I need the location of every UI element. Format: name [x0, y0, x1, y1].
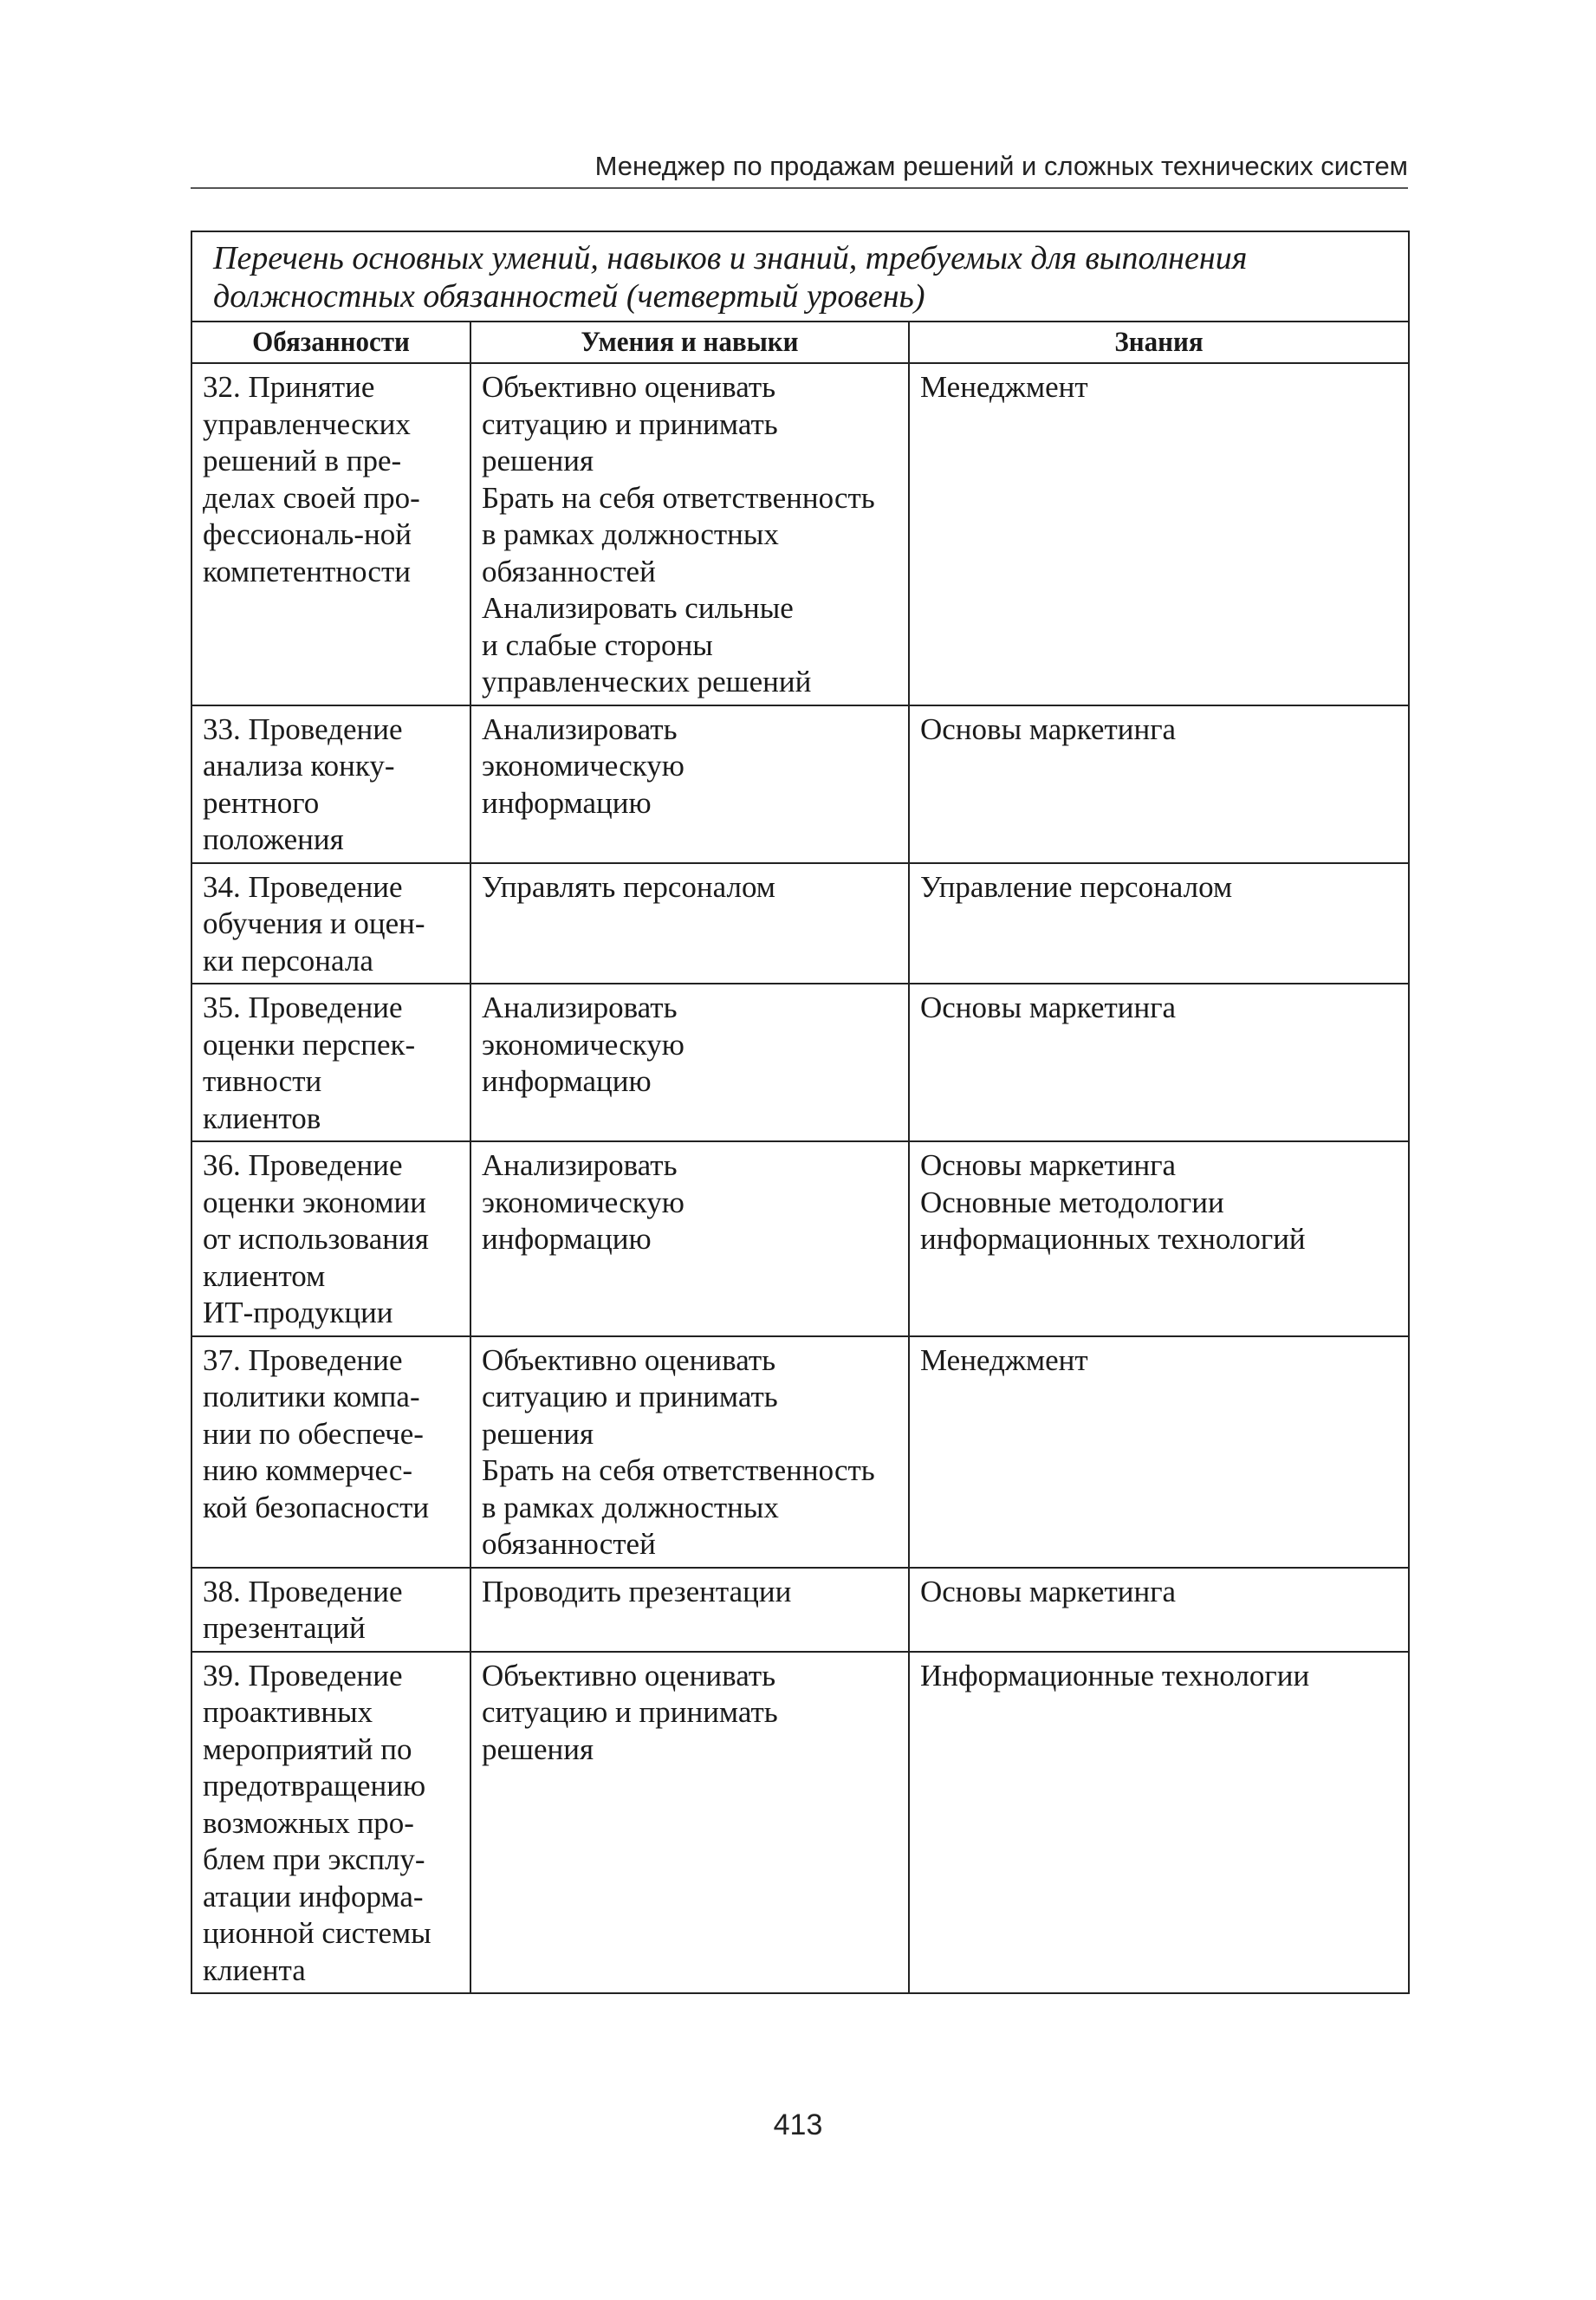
- cell-duty-line: мероприятий по: [203, 1731, 412, 1766]
- table-caption-row: [191, 231, 1409, 322]
- cell-duty-line: атации информа-: [203, 1879, 424, 1913]
- table-caption-line: должностных обязанностей (четвертый уровень): [213, 278, 925, 315]
- table-row: [191, 1336, 1409, 1568]
- cell-duty-line: проактивных: [203, 1695, 373, 1729]
- cell-skills-line: Анализировать сильные: [482, 591, 794, 625]
- cell-duty-line: 38. Проведение: [203, 1574, 403, 1608]
- cell-knowledge-line: Управление персоналом: [920, 869, 1233, 904]
- cell-skills-line: и слабые стороны: [482, 627, 713, 662]
- cell-knowledge: [909, 1141, 1409, 1336]
- cell-duty-line: управленческих: [203, 406, 411, 441]
- cell-skills-line: экономическую: [482, 749, 684, 783]
- cell-duty-line: 37. Проведение: [203, 1342, 403, 1377]
- cell-skills: [470, 1336, 909, 1568]
- table-row: [191, 863, 1409, 984]
- cell-duty-line: 39. Проведение: [203, 1658, 403, 1693]
- cell-duty-line: клиентов: [203, 1101, 321, 1135]
- cell-duty-line: решений в пре-: [203, 444, 402, 478]
- cell-knowledge: [909, 363, 1409, 705]
- cell-duty-line: оценки перспек-: [203, 1027, 416, 1062]
- cell-duty-line: ционной системы: [203, 1916, 431, 1950]
- cell-duty: [191, 863, 470, 984]
- cell-duty-line: блем при эксплу-: [203, 1842, 425, 1876]
- cell-duty-line: 32. Принятие: [203, 370, 375, 404]
- cell-duty-line: нии по обеспече-: [203, 1416, 424, 1451]
- cell-duty: [191, 1568, 470, 1652]
- cell-duty-line: презентаций: [203, 1611, 366, 1645]
- cell-duty: [191, 1336, 470, 1568]
- cell-skills-line: Брать на себя ответственность: [482, 480, 875, 515]
- cell-duty-line: компетентности: [203, 554, 411, 588]
- cell-duty-line: 33. Проведение: [203, 711, 403, 746]
- cell-skills-line: управленческих решений: [482, 665, 812, 698]
- cell-knowledge-line: информационных технологий: [920, 1222, 1306, 1256]
- cell-skills-line: Анализировать: [482, 1148, 678, 1182]
- cell-skills-line: ситуацию и принимать: [482, 1380, 778, 1413]
- cell-duty-line: анализа конку-: [203, 749, 395, 783]
- cell-knowledge-line: Менеджмент: [920, 370, 1088, 404]
- cell-knowledge-line: Основы маркетинга: [920, 711, 1177, 746]
- cell-skills-line: в рамках должностных: [482, 1490, 779, 1524]
- page-number: 413: [773, 2108, 823, 2141]
- cell-duty: [191, 705, 470, 863]
- cell-knowledge: [909, 1568, 1409, 1652]
- cell-skills-line: экономическую: [482, 1027, 684, 1062]
- cell-skills-line: решения: [482, 444, 594, 478]
- cell-skills: [470, 363, 909, 705]
- cell-skills: [470, 1141, 909, 1336]
- cell-duty-line: политики компа-: [203, 1380, 420, 1413]
- cell-duty-line: клиентом: [203, 1258, 326, 1293]
- cell-duty-line: кой безопасности: [203, 1490, 430, 1524]
- cell-skills: [470, 705, 909, 863]
- cell-knowledge-line: Основы маркетинга: [920, 1148, 1177, 1182]
- table-row: [191, 363, 1409, 705]
- cell-duty-line: клиента: [203, 1952, 306, 1987]
- cell-skills-line: информацию: [482, 785, 652, 820]
- cell-duty-line: возможных про-: [203, 1805, 414, 1840]
- cell-skills-line: экономическую: [482, 1185, 684, 1219]
- cell-skills-line: Объективно оценивать: [482, 1658, 776, 1693]
- table-header-row: [191, 322, 1409, 363]
- cell-duty-line: делах своей про-: [203, 480, 420, 515]
- cell-duty-line: ки персонала: [203, 943, 373, 978]
- cell-duty-line: положения: [203, 822, 344, 856]
- table-row: [191, 1568, 1409, 1652]
- cell-duty-line: ИТ-продукции: [203, 1296, 393, 1329]
- cell-duty-line: 35. Проведение: [203, 991, 403, 1024]
- competency-table: [191, 231, 1410, 1994]
- cell-skills-line: решения: [482, 1416, 594, 1451]
- cell-duty-line: тивности: [203, 1064, 322, 1098]
- cell-knowledge: [909, 1652, 1409, 1994]
- cell-skills-line: ситуацию и принимать: [482, 1695, 778, 1729]
- cell-knowledge-line: Основы маркетинга: [920, 991, 1177, 1024]
- table-caption-line: Перечень основных умений, навыков и знаний, требуемых для выполнения: [213, 240, 1248, 276]
- cell-skills: [470, 1652, 909, 1994]
- cell-knowledge-line: Менеджмент: [920, 1342, 1088, 1377]
- table-row: [191, 984, 1409, 1141]
- cell-skills: [470, 1568, 909, 1652]
- cell-duty: [191, 363, 470, 705]
- cell-knowledge: [909, 984, 1409, 1141]
- cell-knowledge: [909, 1336, 1409, 1568]
- cell-skills-line: решения: [482, 1731, 594, 1766]
- cell-duty: [191, 1141, 470, 1336]
- cell-skills-line: обязанностей: [482, 1527, 656, 1561]
- table-row: [191, 1141, 1409, 1336]
- cell-duty-line: предотвращению: [203, 1769, 426, 1803]
- cell-duty-line: оценки экономии: [203, 1185, 426, 1219]
- cell-duty-line: 34. Проведение: [203, 869, 403, 904]
- cell-skills-line: обязанностей: [482, 554, 656, 588]
- competency-table-container: [191, 231, 1408, 1994]
- column-header-duties: Обязанности: [200, 322, 463, 363]
- table-row: [191, 1652, 1409, 1994]
- cell-duty-line: от использования: [203, 1222, 429, 1256]
- cell-duty: [191, 1652, 470, 1994]
- column-header-skills: Умения и навыки: [483, 322, 896, 363]
- cell-knowledge: [909, 863, 1409, 984]
- cell-skills-line: ситуацию и принимать: [482, 406, 778, 441]
- cell-skills-line: в рамках должностных: [482, 517, 779, 551]
- cell-skills-line: информацию: [482, 1222, 652, 1256]
- cell-duty: [191, 984, 470, 1141]
- cell-duty-line: рентного: [203, 785, 320, 820]
- table-caption: [191, 231, 1409, 322]
- running-header: Менеджер по продажам решений и сложных технических систем: [594, 151, 1408, 181]
- column-header-knowledge: Знания: [924, 322, 1393, 363]
- cell-skills-line: Объективно оценивать: [482, 370, 776, 404]
- cell-skills: [470, 863, 909, 984]
- cell-skills-line: информацию: [482, 1064, 652, 1098]
- table-row: [191, 705, 1409, 863]
- cell-skills-line: Проводить презентации: [482, 1574, 792, 1608]
- cell-knowledge-line: Основы маркетинга: [920, 1574, 1177, 1608]
- cell-knowledge-line: Основные методологии: [920, 1185, 1224, 1219]
- table-body: [191, 363, 1409, 1993]
- cell-skills-line: Управлять персоналом: [482, 869, 775, 904]
- cell-duty-line: обучения и оцен-: [203, 906, 425, 940]
- cell-duty-line: фессиональ-ной: [203, 517, 412, 551]
- cell-skills-line: Анализировать: [482, 711, 678, 746]
- cell-skills-line: Брать на себя ответственность: [482, 1453, 875, 1487]
- cell-skills-line: Объективно оценивать: [482, 1342, 776, 1377]
- cell-skills: [470, 984, 909, 1141]
- cell-skills-line: Анализировать: [482, 991, 678, 1024]
- header-rule: [191, 187, 1408, 189]
- cell-knowledge: [909, 705, 1409, 863]
- cell-duty-line: нию коммерчес-: [203, 1453, 413, 1487]
- cell-duty-line: 36. Проведение: [203, 1148, 403, 1182]
- cell-knowledge-line: Информационные технологии: [920, 1658, 1310, 1693]
